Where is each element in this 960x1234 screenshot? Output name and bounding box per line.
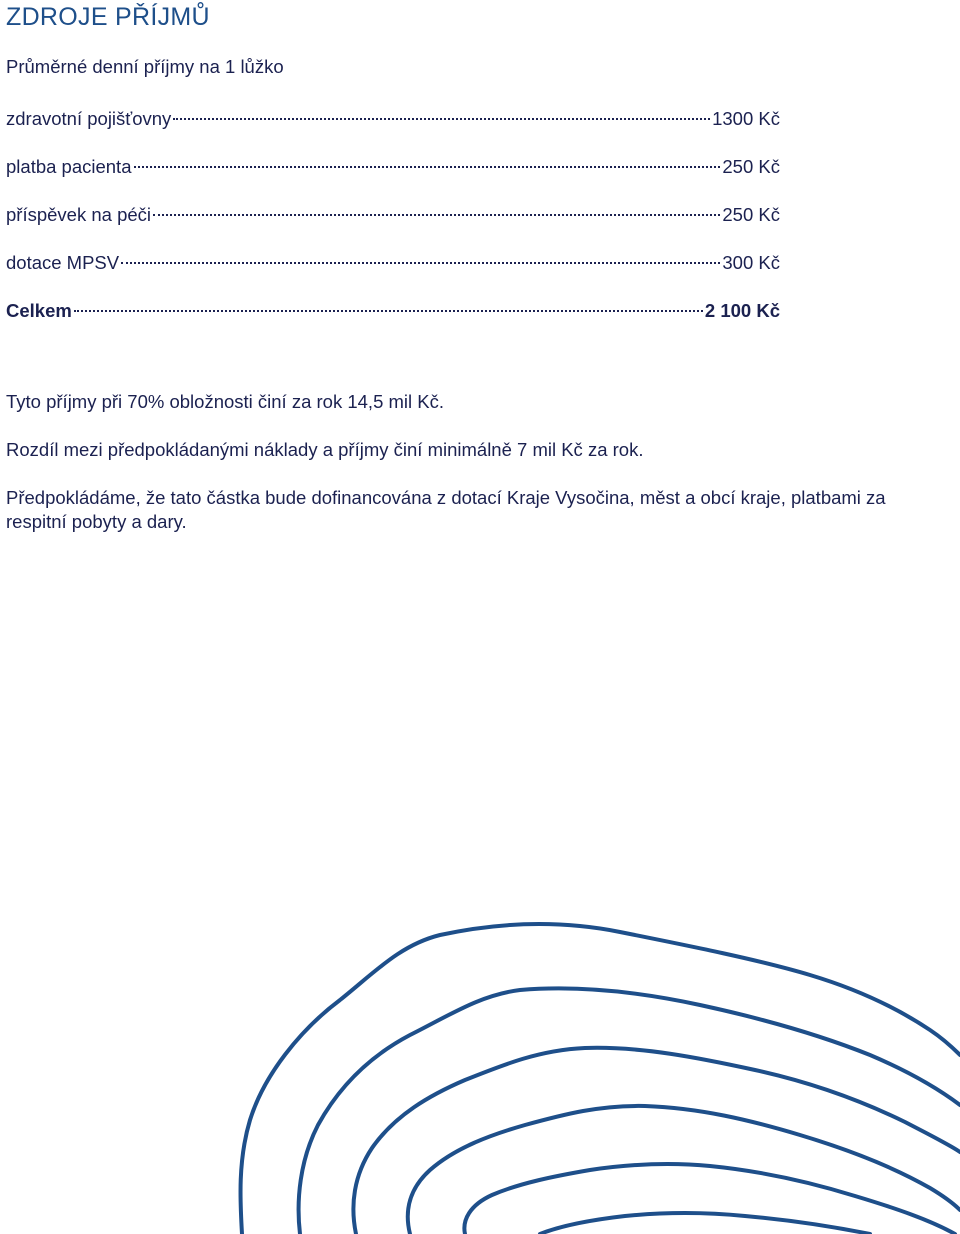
income-row-total bbox=[6, 293, 780, 321]
income-row-patient-payment bbox=[6, 149, 780, 177]
difference-paragraph: Rozdíl mezi předpokládanými náklady a příjmy činí minimálně 7 mil Kč za rok. bbox=[6, 439, 644, 460]
dot-leader bbox=[153, 197, 720, 221]
total-label: Celkem bbox=[6, 300, 72, 321]
income-row-care-allowance bbox=[6, 197, 780, 225]
total-amount: 2 100 Kč bbox=[704, 300, 780, 321]
income-row-mpsv-subsidy bbox=[6, 245, 780, 273]
income-label: zdravotní pojišťovny bbox=[6, 108, 172, 129]
dot-leader bbox=[134, 149, 721, 173]
page-title: ZDROJE PŘÍJMŮ bbox=[6, 3, 210, 31]
income-list bbox=[6, 101, 780, 341]
dot-leader bbox=[74, 293, 703, 317]
section-subtitle: Průměrné denní příjmy na 1 lůžko bbox=[6, 56, 284, 77]
income-amount: 250 Kč bbox=[722, 204, 780, 225]
dot-leader bbox=[173, 101, 710, 125]
dot-leader bbox=[121, 245, 720, 269]
tree-ring-line bbox=[408, 1106, 960, 1234]
income-label: platba pacienta bbox=[6, 156, 132, 177]
funding-paragraph: Předpokládáme, že tato částka bude dofinancována z dotací Kraje Vysočina, měst a obcí kraje, platbami za respitní pobyty a dary. bbox=[6, 487, 886, 532]
tree-ring-line bbox=[240, 924, 960, 1234]
tree-ring-line bbox=[540, 1213, 870, 1234]
occupancy-paragraph: Tyto příjmy při 70% obložnosti činí za rok 14,5 mil Kč. bbox=[6, 391, 445, 412]
income-amount: 250 Kč bbox=[722, 156, 780, 177]
income-amount: 1300 Kč bbox=[712, 108, 780, 129]
income-amount: 300 Kč bbox=[722, 252, 780, 273]
tree-ring-line bbox=[299, 988, 960, 1234]
income-label: dotace MPSV bbox=[6, 252, 120, 273]
income-row-health-insurance bbox=[6, 101, 780, 129]
summary-text bbox=[6, 390, 906, 558]
tree-ring-line bbox=[353, 1048, 960, 1234]
tree-ring-line bbox=[464, 1164, 955, 1234]
income-label: příspěvek na péči bbox=[6, 204, 152, 225]
